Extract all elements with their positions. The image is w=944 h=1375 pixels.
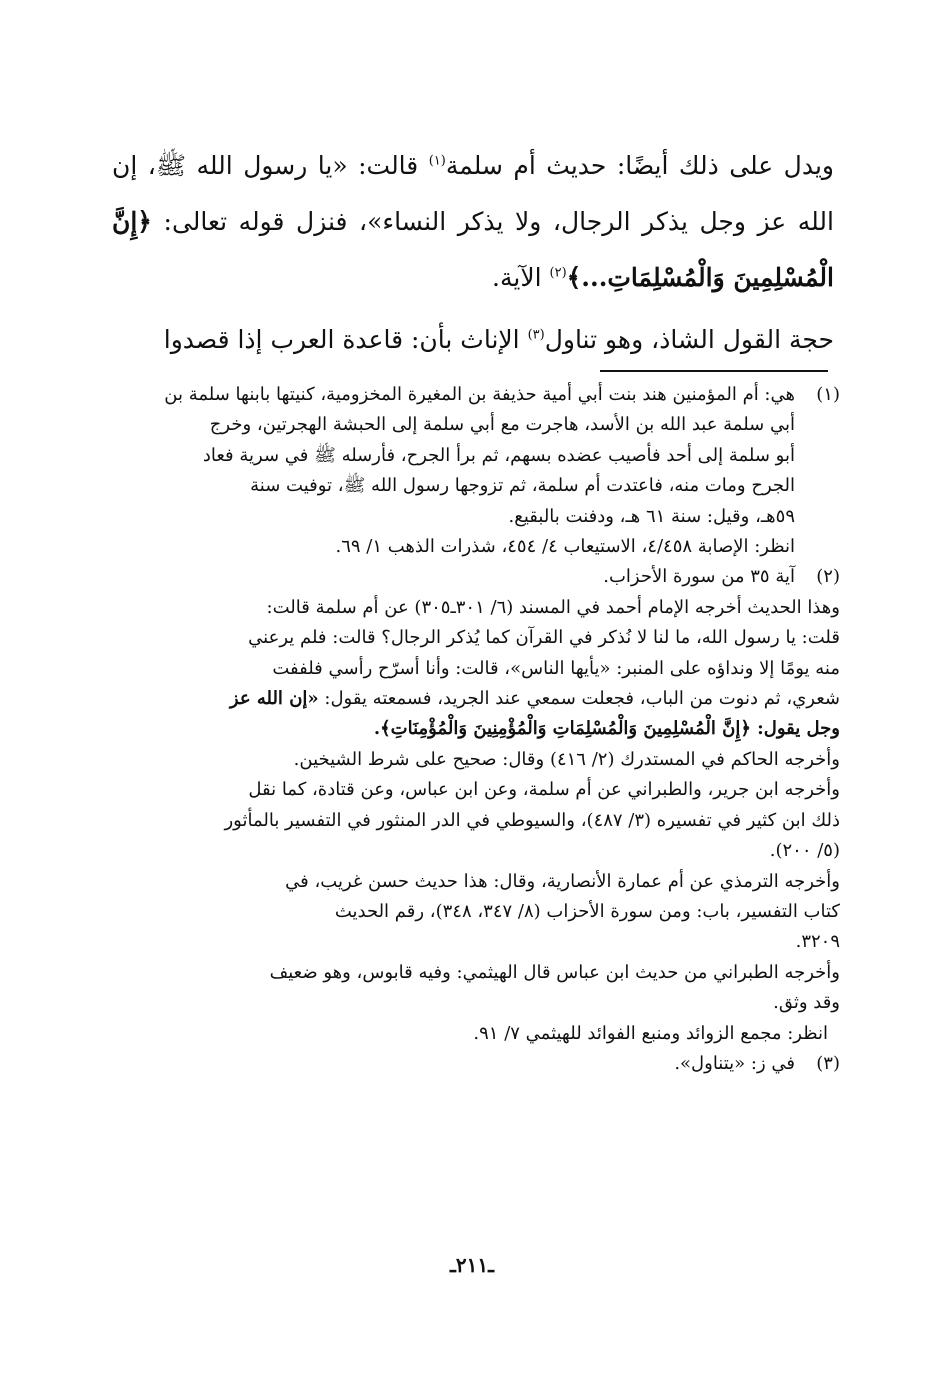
- footnote-1: [114, 380, 840, 562]
- footnote-line: كتاب التفسير، باب: ومن سورة الأحزاب (٨/ ٣٤٧، ٣٤٨)، رقم الحديث: [334, 900, 840, 922]
- footnote-line: وهذا الحديث أخرجه الإمام أحمد في المسند (٦/ ٣٠١ـ٣٠٥) عن أم سلمة قالت:: [266, 596, 840, 618]
- text-run: الإناث بأن: قاعدة العرب إذا قصدوا: [163, 325, 528, 354]
- footnote-number: (١): [816, 384, 840, 405]
- main-text: [112, 138, 834, 368]
- text-run: شعري، ثم دنوت من الباب، فجعلت سمعي عند الجريد، فسمعته يقول:: [318, 688, 840, 710]
- paragraph-1: [112, 138, 834, 306]
- footnote-line: قلت: يا رسول الله، ما لنا لا نُذكر في القرآن كما يُذكر الرجال؟ قالت: فلم يرعني: [248, 627, 840, 649]
- footnote-line: هي: أم المؤمنين هند بنت أبي أمية حذيفة بن المغيرة المخزومية، كنيتها بابنها سلمة بن: [164, 384, 795, 405]
- footnote-line: (٥/ ٢٠٠).: [769, 840, 840, 862]
- footnote-line: انظر: الإصابة ٤/٤٥٨، الاستيعاب ٤/ ٤٥٤، شذرات الذهب ١/ ٦٩.: [335, 536, 795, 558]
- footnote-line: في ز: «يتناول».: [674, 1052, 795, 1074]
- footnote-ref-2: (٢): [549, 265, 567, 281]
- footnote-ref-1: (١): [428, 153, 446, 169]
- footnote-2-continued: [114, 593, 840, 1049]
- footnote-ref-3: (٣): [527, 327, 545, 343]
- footnote-number: (٢): [816, 566, 840, 588]
- footnote-number: (٣): [816, 1052, 840, 1074]
- footnote-3: [114, 1049, 840, 1079]
- paragraph-2: [112, 312, 834, 368]
- footnote-line: الجرح ومات منه، فاعتدت أم سلمة، ثم تزوجها رسول الله ﷺ، توفيت سنة: [250, 475, 795, 497]
- footnote-body: [114, 1049, 795, 1079]
- text-run: حجة القول الشاذ، وهو تناول: [544, 325, 834, 354]
- footnote-2: [114, 562, 840, 592]
- footnote-line: وأخرجه ابن جرير، والطبراني عن أم سلمة، وعن ابن عباس، وعن قتادة، كما نقل: [248, 779, 840, 801]
- footnote-line: ٥٩هـ، وقيل: سنة ٦١ هـ، ودفنت بالبقيع.: [508, 505, 795, 527]
- footnote-line: انظر: مجمع الزوائد ومنبع الفوائد للهيثمي ٧/ ٩١.: [473, 1022, 828, 1044]
- quote-run: «إن الله عز: [229, 688, 319, 710]
- text-run: ويدل على ذلك أيضًا: حديث أم سلمة: [445, 151, 835, 180]
- footnote-body: [114, 562, 795, 592]
- footnote-line: وأخرجه الترمذي عن أم عمارة الأنصارية، وقال: هذا حديث حسن غريب، في: [285, 870, 840, 892]
- footnote-line: وقد وثق.: [773, 992, 840, 1014]
- footnote-divider: [600, 370, 828, 372]
- quran-verse: ﴿إِنَّ الْمُسْلِمِينَ وَالْمُسْلِمَاتِ...﴾: [112, 207, 834, 292]
- footnote-line: [114, 684, 840, 714]
- footnote-line: آية ٣٥ من سورة الأحزاب.: [603, 566, 795, 588]
- footnote-line: ذلك ابن كثير في تفسيره (٣/ ٤٨٧)، والسيوطي في الدر المنثور في التفسير بالمأثور: [224, 809, 840, 831]
- text-run: الآية.: [492, 263, 550, 292]
- footnote-line: وجل يقول: ﴿إِنَّ الْمُسْلِمِينَ وَالْمُسْلِمَاتِ وَالْمُؤْمِنِينَ وَالْمُؤْمِنَاتِ﴾.: [373, 718, 840, 740]
- footnote-line: أبي سلمة عبد الله بن الأسد، هاجرت مع أبي سلمة إلى الحبشة الهجرتين، وخرج: [209, 414, 795, 436]
- footnote-line: ٣٢٠٩.: [795, 931, 840, 953]
- text-run: قالت: «يا رسول الله ﷺ، إن الله عز وجل يذكر الرجال، ولا يذكر النساء»، فنزل قوله تعالى:: [112, 151, 834, 236]
- footnote-line: وأخرجه الحاكم في المستدرك (٢/ ٤١٦) وقال: صحيح على شرط الشيخين.: [293, 748, 840, 770]
- footnote-line: منه يومًا إلا ونداؤه على المنبر: «يأيها الناس»، قالت: وأنا أسرّح رأسي فلففت: [272, 657, 840, 679]
- footnote-body: [114, 380, 795, 562]
- page-number: ـ٢١١ـ: [450, 1253, 494, 1277]
- footnotes: [114, 380, 840, 1079]
- footnote-line: وأخرجه الطبراني من حديث ابن عباس قال الهيثمي: وفيه قابوس، وهو ضعيف: [269, 961, 840, 983]
- footnote-line: أبو سلمة إلى أحد فأصيب عضده بسهم، ثم برأ الجرح، فأرسله ﷺ في سرية فعاد: [202, 444, 795, 466]
